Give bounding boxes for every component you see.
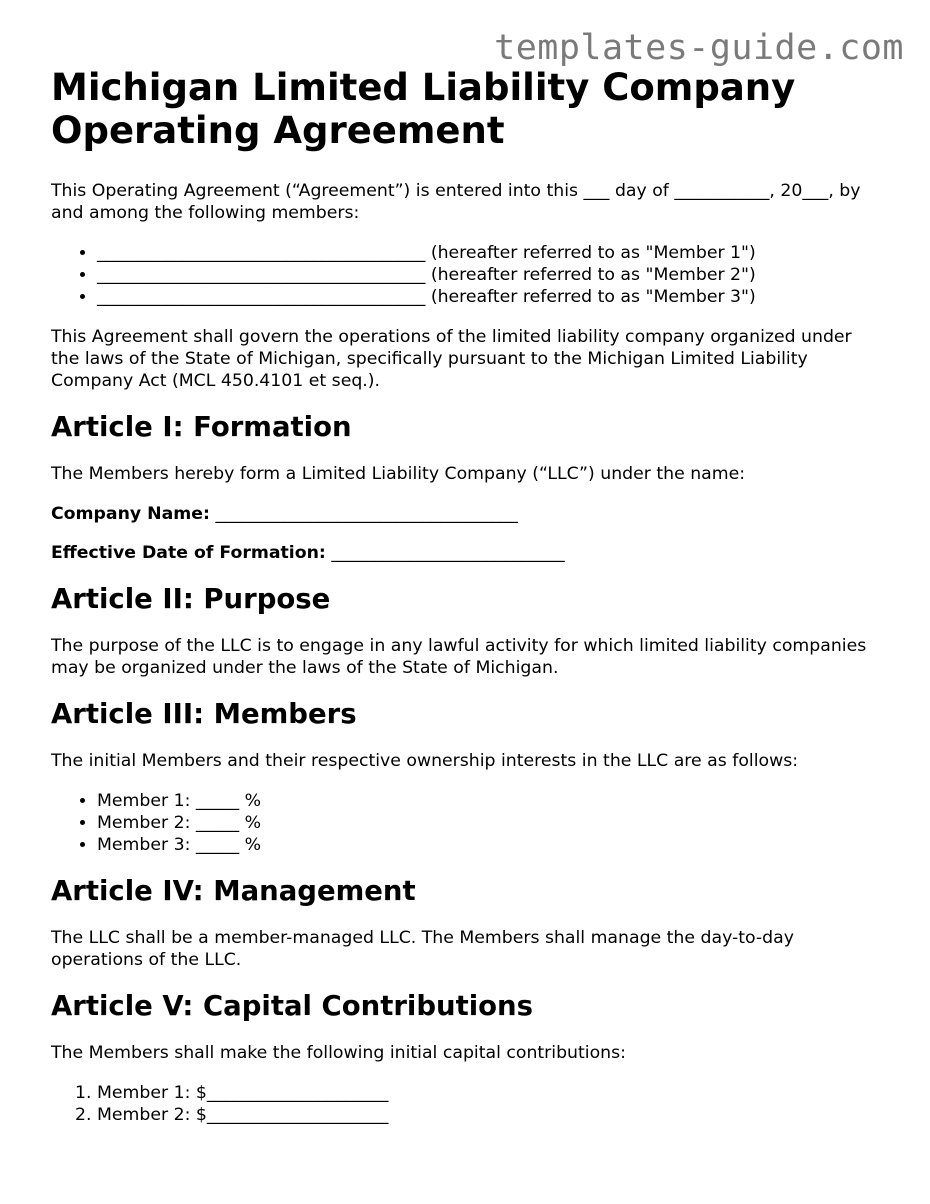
article-1-text: The Members hereby form a Limited Liability Company (“LLC”) under the name: <box>51 464 746 484</box>
list-item: • ______________________________________ (hereafter referred to as "Member 3") <box>97 286 881 308</box>
article-5-heading: Article V: Capital Contributions <box>51 990 534 1022</box>
article-4-heading: Article IV: Management <box>51 875 416 907</box>
list-item: 2. Member 2: $_____________________ <box>97 1104 881 1126</box>
ownership-list <box>51 790 881 856</box>
watermark: templates-guide.com <box>494 28 904 68</box>
article-5-text: The Members shall make the following initial capital contributions: <box>51 1043 626 1063</box>
document-page <box>51 66 881 1144</box>
article-2-text: The purpose of the LLC is to engage in any lawful activity for which limited liability companies may be organized under the laws of the State of Michigan. <box>51 636 867 678</box>
list-item: • Member 3: _____ % <box>97 834 881 856</box>
company-name-blank: ___________________________________ <box>215 504 518 524</box>
article-4-text: The LLC shall be a member-managed LLC. The Members shall manage the day-to-day operations of the LLC. <box>51 928 794 970</box>
article-3-heading: Article III: Members <box>51 698 357 730</box>
members-list <box>51 242 881 308</box>
list-item: • ______________________________________ (hereafter referred to as "Member 2") <box>97 264 881 286</box>
article-1-heading: Article I: Formation <box>51 411 352 443</box>
governing-paragraph: This Agreement shall govern the operations of the limited liability company organized under the laws of the State of Michigan, specifically pursuant to the Michigan Limited Liability Company Act (MCL 450.4101 et seq.). <box>51 327 852 391</box>
article-2-heading: Article II: Purpose <box>51 583 331 615</box>
effective-date-field <box>51 542 881 564</box>
list-item: • Member 2: _____ % <box>97 812 881 834</box>
contributions-list <box>51 1082 881 1126</box>
company-name-field <box>51 503 881 525</box>
list-item: • ______________________________________ (hereafter referred to as "Member 1") <box>97 242 881 264</box>
effective-date-label: Effective Date of Formation: <box>51 543 326 563</box>
document-title: Michigan Limited Liability Company Operating Agreement <box>51 66 796 152</box>
intro-paragraph: This Operating Agreement (“Agreement”) is entered into this ___ day of ___________, 20___, by and among the following members: <box>51 181 861 223</box>
company-name-label: Company Name: <box>51 504 210 524</box>
list-item: • Member 1: _____ % <box>97 790 881 812</box>
effective-date-blank: ___________________________ <box>331 543 565 563</box>
list-item: 1. Member 1: $_____________________ <box>97 1082 881 1104</box>
article-3-text: The initial Members and their respective ownership interests in the LLC are as follows: <box>51 751 799 771</box>
